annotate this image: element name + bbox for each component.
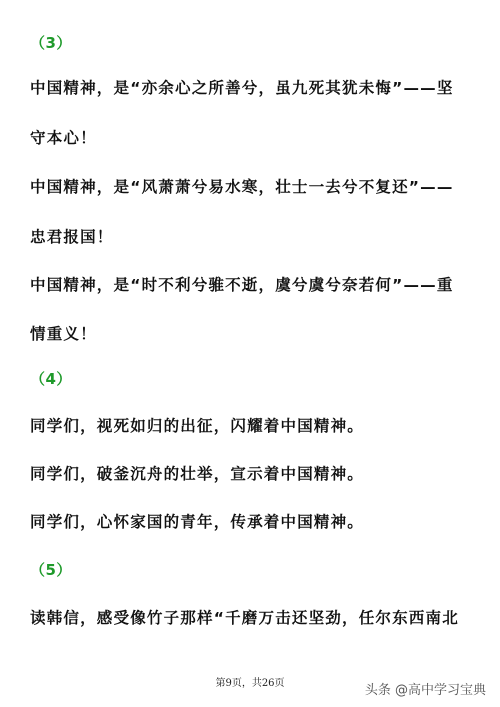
section-heading-5: （5）	[30, 561, 72, 579]
text-line: 同学们，心怀家国的青年，传承着中国精神。	[30, 513, 365, 531]
text-line: 中国精神，是“时不利兮骓不逝，虞兮虞兮奈若何”——重	[30, 276, 454, 294]
section-heading-4: （4）	[30, 370, 72, 388]
page-number-footer: 第9页，共26页	[215, 678, 285, 689]
text-line: 情重义！	[30, 325, 97, 343]
text-line: 中国精神，是“亦余心之所善兮，虽九死其犹未悔”——坚	[30, 79, 454, 97]
text-line: 忠君报国！	[30, 228, 114, 246]
text-line: 读韩信，感受像竹子那样“千磨万击还坚劲，任尔东西南北	[30, 609, 459, 627]
text-line: 同学们，视死如归的出征，闪耀着中国精神。	[30, 417, 365, 435]
section-heading-3: （3）	[30, 34, 72, 52]
text-line: 守本心！	[30, 129, 97, 147]
text-line: 同学们，破釜沉舟的壮举，宣示着中国精神。	[30, 465, 365, 483]
watermark-label: 头条 @高中学习宝典	[364, 683, 486, 698]
text-line: 中国精神，是“风萧萧兮易水寒，壮士一去兮不复还”——	[30, 178, 454, 196]
